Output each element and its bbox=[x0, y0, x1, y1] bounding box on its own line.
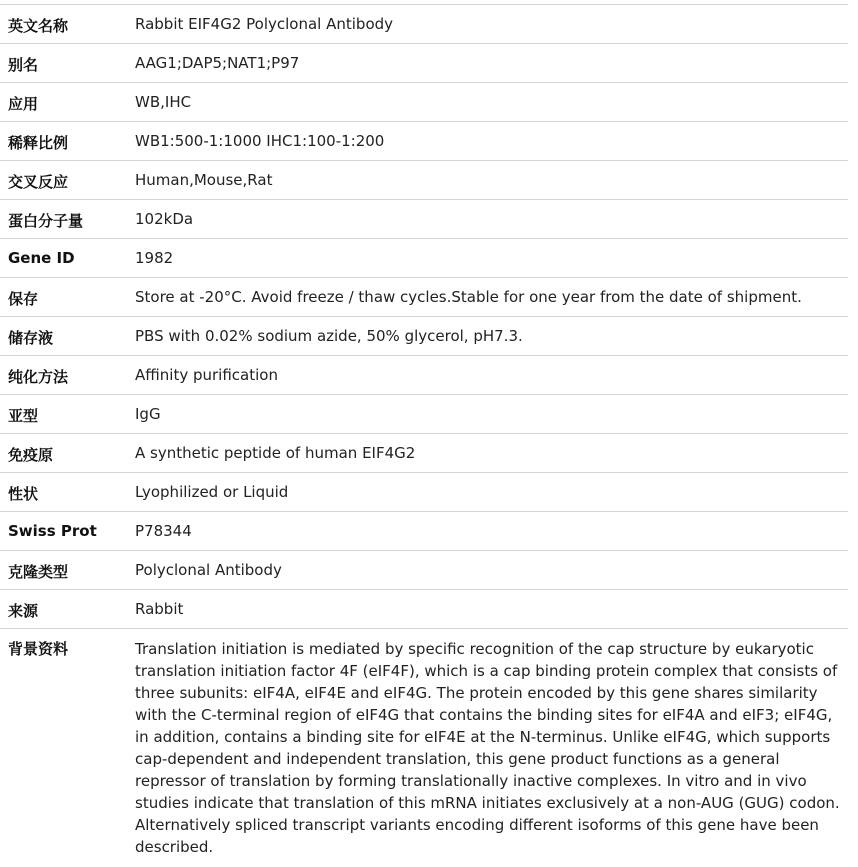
row-value: Polyclonal Antibody bbox=[135, 551, 848, 590]
row-value: WB,IHC bbox=[135, 83, 848, 122]
row-label: 性状 bbox=[0, 473, 135, 512]
row-value: Store at -20°C. Avoid freeze / thaw cycles.Stable for one year from the date of shipment. bbox=[135, 278, 848, 317]
row-label: 免疫原 bbox=[0, 434, 135, 473]
product-spec-table bbox=[0, 4, 848, 858]
row-label: 亚型 bbox=[0, 395, 135, 434]
row-label: 克隆类型 bbox=[0, 551, 135, 590]
row-value: Affinity purification bbox=[135, 356, 848, 395]
row-label: 背景资料 bbox=[0, 629, 135, 859]
row-label: 应用 bbox=[0, 83, 135, 122]
row-label: 来源 bbox=[0, 590, 135, 629]
row-background bbox=[0, 629, 848, 859]
row-value: AAG1;DAP5;NAT1;P97 bbox=[135, 44, 848, 83]
row-value: A synthetic peptide of human EIF4G2 bbox=[135, 434, 848, 473]
row-value: Translation initiation is mediated by specific recognition of the cap structure by eukaryotic translation initiation factor 4F (eIF4F), which is a cap binding protein complex that consists of three subunits: eIF4A, eIF4E and eIF4G. The protein encoded by this gene shares similarity with the C-terminal region of eIF4G that contains the binding sites for eIF4A and eIF3; eIF4G, in addition, contains a binding site for eIF4E at the N-terminus. Unlike eIF4G, which supports cap-dependent and independent translation, this gene product functions as a general repressor of translation by forming translationally inactive complexes. In vitro and in vivo studies indicate that translation of this mRNA initiates exclusively at a non-AUG (GUG) codon. Alternatively spliced transcript variants encoding different isoforms of this gene have been described. bbox=[135, 629, 848, 859]
row-label: Gene ID bbox=[0, 239, 135, 278]
row-value: 1982 bbox=[135, 239, 848, 278]
row-value: Rabbit EIF4G2 Polyclonal Antibody bbox=[135, 5, 848, 44]
row-label: 交叉反应 bbox=[0, 161, 135, 200]
row-molecular-weight bbox=[0, 200, 848, 239]
row-form bbox=[0, 473, 848, 512]
row-label: 稀释比例 bbox=[0, 122, 135, 161]
row-value: Rabbit bbox=[135, 590, 848, 629]
row-isotype bbox=[0, 395, 848, 434]
row-value: P78344 bbox=[135, 512, 848, 551]
row-value: PBS with 0.02% sodium azide, 50% glycerol, pH7.3. bbox=[135, 317, 848, 356]
row-immunogen bbox=[0, 434, 848, 473]
row-label: 储存液 bbox=[0, 317, 135, 356]
row-label: Swiss Prot bbox=[0, 512, 135, 551]
row-label: 蛋白分子量 bbox=[0, 200, 135, 239]
row-alias bbox=[0, 44, 848, 83]
row-value: 102kDa bbox=[135, 200, 848, 239]
row-value: Lyophilized or Liquid bbox=[135, 473, 848, 512]
row-host bbox=[0, 590, 848, 629]
row-english-name bbox=[0, 5, 848, 44]
row-label: 纯化方法 bbox=[0, 356, 135, 395]
row-storage-buffer bbox=[0, 317, 848, 356]
row-gene-id bbox=[0, 239, 848, 278]
row-clonality bbox=[0, 551, 848, 590]
row-value: IgG bbox=[135, 395, 848, 434]
row-swiss-prot bbox=[0, 512, 848, 551]
row-reactivity bbox=[0, 161, 848, 200]
row-label: 保存 bbox=[0, 278, 135, 317]
row-application bbox=[0, 83, 848, 122]
row-dilution bbox=[0, 122, 848, 161]
row-purification bbox=[0, 356, 848, 395]
row-storage bbox=[0, 278, 848, 317]
row-value: WB1:500-1:1000 IHC1:100-1:200 bbox=[135, 122, 848, 161]
row-label: 别名 bbox=[0, 44, 135, 83]
row-value: Human,Mouse,Rat bbox=[135, 161, 848, 200]
row-label: 英文名称 bbox=[0, 5, 135, 44]
